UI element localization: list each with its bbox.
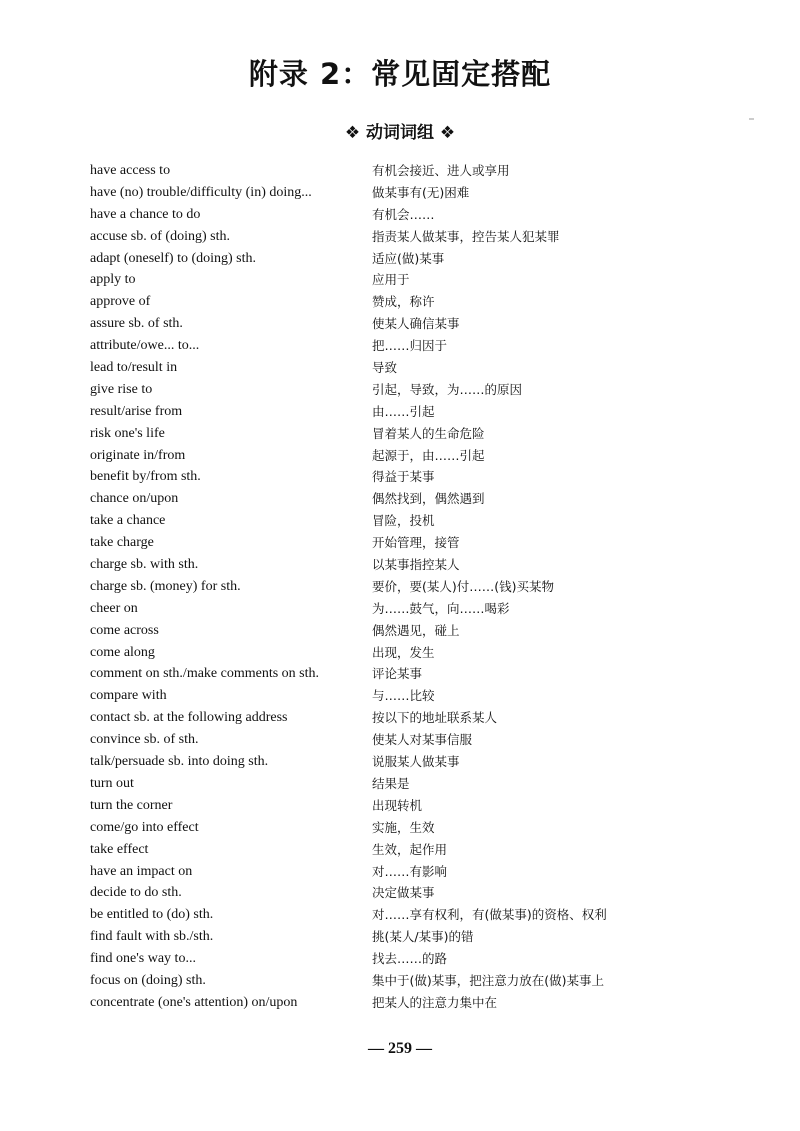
phrase-entry [90,554,730,576]
phrase-english: focus on (doing) sth. [90,972,206,988]
phrase-english: turn the corner [90,797,173,813]
phrase-entry [90,510,730,532]
phrase-entry [90,773,730,795]
phrase-entry [90,795,730,817]
phrase-entry [90,598,730,620]
phrase-entry [90,729,730,751]
phrase-english: result/arise from [90,403,183,419]
phrase-entry [90,926,730,948]
page-title: 附录 2：常见固定搭配 [248,57,552,91]
phrase-english: talk/persuade sb. into doing sth. [90,754,269,770]
phrase-english: lead to/result in [90,360,178,376]
phrase-english: come/go into effect [90,819,199,835]
page-number: — 259 — [368,1040,432,1057]
phrase-entry [90,423,730,445]
phrase-entry [90,970,730,992]
section-heading: ❖ 动词词组 ❖ [344,123,456,143]
phrase-english: accuse sb. of (doing) sth. [90,228,230,244]
phrase-chinese-meaning: 决定做某事 [372,885,435,901]
phrase-chinese-meaning: 引起，导致，为……的原因 [372,381,523,397]
phrase-entry [90,576,730,598]
phrase-entry [90,882,730,904]
phrase-english: compare with [90,688,167,704]
phrase-chinese-meaning: 说服某人做某事 [372,754,460,770]
phrase-chinese-meaning: 对……享有权利，有(做某事)的资格、权利 [372,907,607,923]
phrase-entry [90,313,730,335]
phrase-english: have (no) trouble/difficulty (in) doing... [90,184,312,200]
phrase-chinese-meaning: 使某人对某事信服 [372,732,473,748]
phrase-entry [90,532,730,554]
phrase-english: attribute/owe... to... [90,338,200,354]
phrase-entry [90,269,730,291]
phrase-english: be entitled to (do) sth. [90,907,214,923]
phrase-chinese-meaning: 出现转机 [372,797,423,813]
phrase-english: come across [90,622,159,638]
phrase-english: give rise to [90,381,153,397]
phrase-entry [90,445,730,467]
phrase-english: benefit by/from sth. [90,469,201,485]
phrase-chinese-meaning: 要价，要(某人)付……(钱)买某物 [372,578,555,594]
phrase-english: decide to do sth. [90,885,182,901]
phrase-english: charge sb. with sth. [90,557,199,573]
phrase-english: cheer on [90,600,138,616]
phrase-entry [90,248,730,270]
phrase-chinese-meaning: 指责某人做某事，控告某人犯某罪 [372,228,560,244]
phrase-english: convince sb. of sth. [90,732,199,748]
phrase-chinese-meaning: 挑(某人/某事)的错 [372,929,474,945]
phrase-entry [90,379,730,401]
phrase-list [90,160,730,1014]
phrase-entry [90,707,730,729]
phrase-chinese-meaning: 导致 [372,360,398,376]
phrase-entry [90,642,730,664]
phrase-english: apply to [90,272,136,288]
phrase-chinese-meaning: 把……归因于 [372,338,448,354]
phrase-chinese-meaning: 有机会…… [372,206,435,222]
phrase-chinese-meaning: 评论某事 [372,666,423,682]
phrase-entry [90,839,730,861]
phrase-english: adapt (oneself) to (doing) sth. [90,250,257,266]
phrase-entry [90,663,730,685]
phrase-chinese-meaning: 按以下的地址联系某人 [372,710,498,726]
phrase-chinese-meaning: 由……引起 [372,403,435,419]
phrase-entry [90,685,730,707]
phrase-english: chance on/upon [90,491,179,507]
phrase-english: comment on sth./make comments on sth. [90,666,320,682]
phrase-entry [90,488,730,510]
phrase-chinese-meaning: 冒着某人的生命危险 [372,425,485,441]
phrase-entry [90,817,730,839]
phrase-entry [90,357,730,379]
phrase-entry [90,401,730,423]
phrase-english: take a chance [90,513,166,529]
phrase-chinese-meaning: 出现，发生 [372,644,435,660]
phrase-english: have a chance to do [90,206,201,222]
phrase-entry [90,948,730,970]
phrase-entry [90,992,730,1014]
phrase-chinese-meaning: 偶然遇见，碰上 [372,622,460,638]
phrase-chinese-meaning: 应用于 [372,272,410,288]
phrase-entry [90,335,730,357]
phrase-english: take effect [90,841,149,857]
phrase-chinese-meaning: 把某人的注意力集中在 [372,994,498,1010]
phrase-entry [90,620,730,642]
phrase-english: assure sb. of sth. [90,316,183,332]
phrase-english: find fault with sb./sth. [90,929,214,945]
phrase-english: originate in/from [90,447,186,463]
phrase-english: have an impact on [90,863,193,879]
phrase-chinese-meaning: 有机会接近、进人或享用 [372,163,510,178]
phrase-entry [90,160,730,182]
phrase-chinese-meaning: 以某事指控某人 [372,557,460,573]
phrase-entry [90,291,730,313]
phrase-english: turn out [90,775,134,791]
phrase-entry [90,861,730,883]
phrase-english: contact sb. at the following address [90,710,288,726]
phrase-chinese-meaning: 生效，起作用 [372,841,448,857]
phrase-entry [90,751,730,773]
phrase-chinese-meaning: 与……比较 [372,688,435,704]
phrase-chinese-meaning: 做某事有(无)困难 [372,184,470,200]
phrase-english: concentrate (one's attention) on/upon [90,994,298,1010]
phrase-english: risk one's life [90,425,165,441]
phrase-chinese-meaning: 冒险，投机 [372,513,435,529]
phrase-english: come along [90,644,155,660]
phrase-chinese-meaning: 起源于，由……引起 [372,447,485,463]
phrase-chinese-meaning: 结果是 [372,775,410,791]
phrase-chinese-meaning: 对……有影响 [372,863,448,879]
phrase-chinese-meaning: 赞成，称许 [372,294,435,310]
phrase-entry [90,204,730,226]
phrase-entry [90,182,730,204]
phrase-chinese-meaning: 集中于(做)某事，把注意力放在(做)某事上 [372,972,605,988]
phrase-chinese-meaning: 为……鼓气，向……喝彩 [372,600,510,616]
phrase-chinese-meaning: 实施，生效 [372,819,435,835]
phrase-chinese-meaning: 适应(做)某事 [372,250,445,266]
phrase-english: charge sb. (money) for sth. [90,578,241,594]
phrase-entry [90,226,730,248]
phrase-english: find one's way to... [90,951,196,967]
phrase-english: approve of [90,294,151,310]
phrase-chinese-meaning: 偶然找到，偶然遇到 [372,491,485,507]
phrase-chinese-meaning: 找去……的路 [372,951,448,967]
phrase-chinese-meaning: 得益于某事 [372,469,435,485]
phrase-chinese-meaning: 开始管理，接管 [372,535,460,551]
phrase-chinese-meaning: 使某人确信某事 [372,316,460,332]
phrase-english: have access to [90,163,171,178]
phrase-entry [90,466,730,488]
phrase-english: take charge [90,535,154,551]
phrase-entry [90,904,730,926]
